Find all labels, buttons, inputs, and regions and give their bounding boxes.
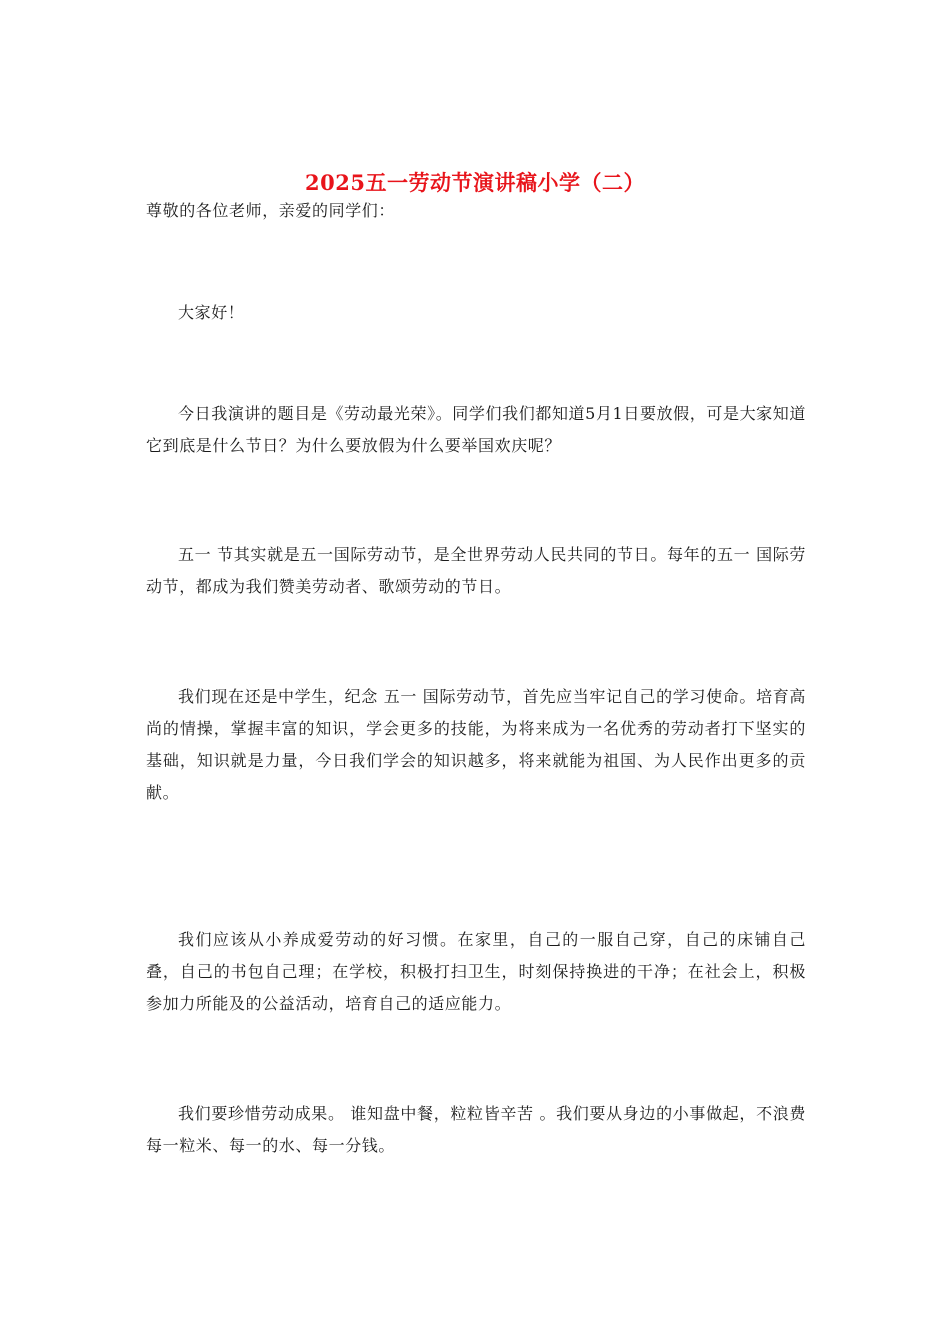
paragraph: 我们要珍惜劳动成果。 谁知盘中餐，粒粒皆辛苦 。我们要从身边的小事做起，不浪费每一粒米、每一的水、每一分钱。 <box>146 1104 806 1155</box>
paragraph: 今日我演讲的题目是《劳动最光荣》。同学们我们都知道5月1日要放假，可是大家知道它到底是什么节日？为什么要放假为什么要举国欢庆呢？ <box>146 404 806 455</box>
paragraph: 我们现在还是中学生，纪念 五一 国际劳动节，首先应当牢记自己的学习使命。培育高尚的情操，掌握丰富的知识，学会更多的技能，为将来成为一名优秀的劳动者打下坚实的基础，知识就是力量，今日我们学会的知识越多，将来就能为祖国、为人民作出更多的贡献。 <box>146 687 806 802</box>
paragraph: 我们应该从小养成爱劳动的好习惯。在家里，自己的一服自己穿，自己的床铺自己叠，自己的书包自己理；在学校，积极打扫卫生，时刻保持换进的干净；在社会上，积极参加力所能及的公益活动，培育自己的适应能力。 <box>146 930 806 1013</box>
document-title: 2025五一劳动节演讲稿小学（二） <box>305 170 645 196</box>
salutation-line: 大家好！ <box>178 303 245 322</box>
greeting-line: 尊敬的各位老师，亲爱的同学们： <box>146 201 396 220</box>
paragraph: 五一 节其实就是五一国际劳动节，是全世界劳动人民共同的节日。每年的五一 国际劳动节，都成为我们赞美劳动者、歌颂劳动的节日。 <box>146 545 806 596</box>
